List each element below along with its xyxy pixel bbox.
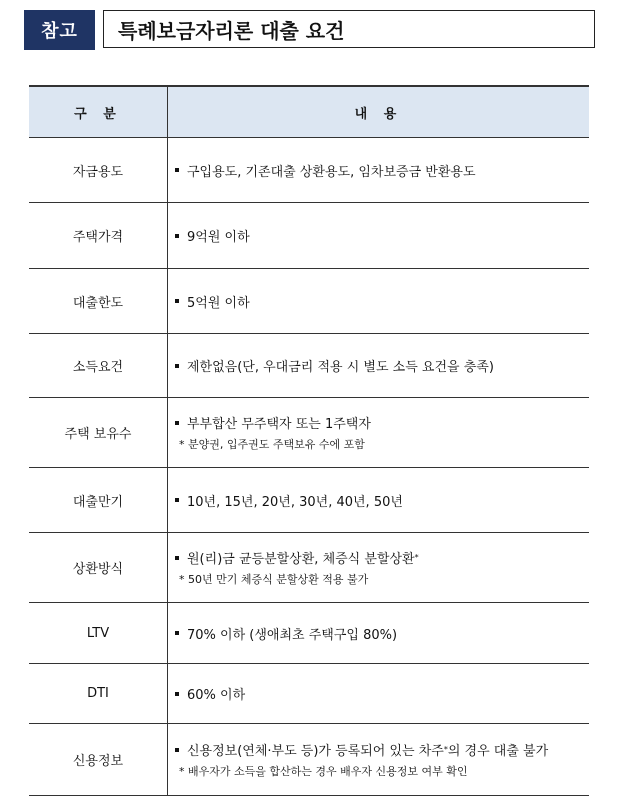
table-row: [29, 203, 589, 269]
bullet-icon: [175, 364, 179, 368]
bullet-icon: [175, 168, 179, 172]
row-content: [168, 468, 590, 533]
row-text: 구입용도, 기존대출 상환용도, 임차보증금 반환용도: [187, 164, 476, 180]
row-text: 부부합산 무주택자 또는 1주택자: [187, 417, 371, 432]
row-label: 대출만기: [29, 468, 168, 533]
row-content: [168, 533, 590, 603]
column-header-content: 내 용: [168, 86, 590, 138]
table-row: [29, 468, 589, 533]
reference-tag: 참고: [24, 10, 95, 50]
header: [24, 10, 597, 50]
row-content: [168, 269, 590, 334]
footnote-mark: *: [414, 553, 419, 562]
row-label: 소득요건: [29, 334, 168, 398]
row-content: [168, 203, 590, 269]
bullet-icon: [175, 692, 179, 696]
row-note: * 50년 만기 체증식 분할상환 적용 불가: [179, 573, 369, 586]
row-text: 10년, 15년, 20년, 30년, 40년, 50년: [187, 494, 403, 510]
row-label: 신용정보: [29, 724, 168, 796]
bullet-icon: [175, 631, 179, 635]
row-note: * 분양권, 입주권도 주택보유 수에 포함: [179, 438, 365, 451]
bullet-icon: [175, 234, 179, 238]
row-text: 5억원 이하: [187, 295, 250, 311]
row-content: [168, 603, 590, 664]
row-text: 9억원 이하: [187, 230, 250, 245]
bullet-icon: [175, 748, 179, 752]
row-text: 70% 이하 (생애최초 주택구입 80%): [187, 627, 398, 643]
table-row: [29, 603, 589, 664]
row-label: 자금용도: [29, 138, 168, 203]
row-label: 대출한도: [29, 269, 168, 334]
row-content: [168, 724, 590, 796]
row-text: 원(리)금 균등분할상환, 체증식 분할상환: [187, 552, 415, 567]
row-text: 의 경우 대출 불가: [447, 744, 549, 759]
table-row: [29, 398, 589, 468]
row-text: 제한없음(단, 우대금리 적용 시 별도 소득 요건을 충족): [187, 360, 494, 375]
table-row: [29, 334, 589, 398]
bullet-icon: [175, 498, 179, 502]
row-content: [168, 664, 590, 724]
page-title: 특례보금자리론 대출 요건: [103, 10, 595, 48]
bullet-icon: [175, 299, 179, 303]
row-text: 신용정보(연체·부도 등)가 등록되어 있는 차주: [187, 744, 444, 759]
row-label: 상환방식: [29, 533, 168, 603]
table-row: [29, 269, 589, 334]
table-row: [29, 724, 589, 796]
row-label: LTV: [29, 603, 168, 664]
row-content: [168, 138, 590, 203]
requirements-table: [29, 85, 589, 796]
column-header-category: 구 분: [29, 86, 168, 138]
table-row: [29, 138, 589, 203]
row-content: [168, 398, 590, 468]
table-row: [29, 664, 589, 724]
table-row: [29, 533, 589, 603]
table-header-row: [29, 86, 589, 138]
bullet-icon: [175, 556, 179, 560]
row-label: 주택가격: [29, 203, 168, 269]
row-label: 주택 보유수: [29, 398, 168, 468]
row-text: 60% 이하: [187, 688, 246, 703]
footnote-mark: *: [443, 745, 448, 754]
row-label: DTI: [29, 664, 168, 724]
bullet-icon: [175, 421, 179, 425]
row-note: * 배우자가 소득을 합산하는 경우 배우자 신용정보 여부 확인: [179, 765, 468, 778]
row-content: [168, 334, 590, 398]
